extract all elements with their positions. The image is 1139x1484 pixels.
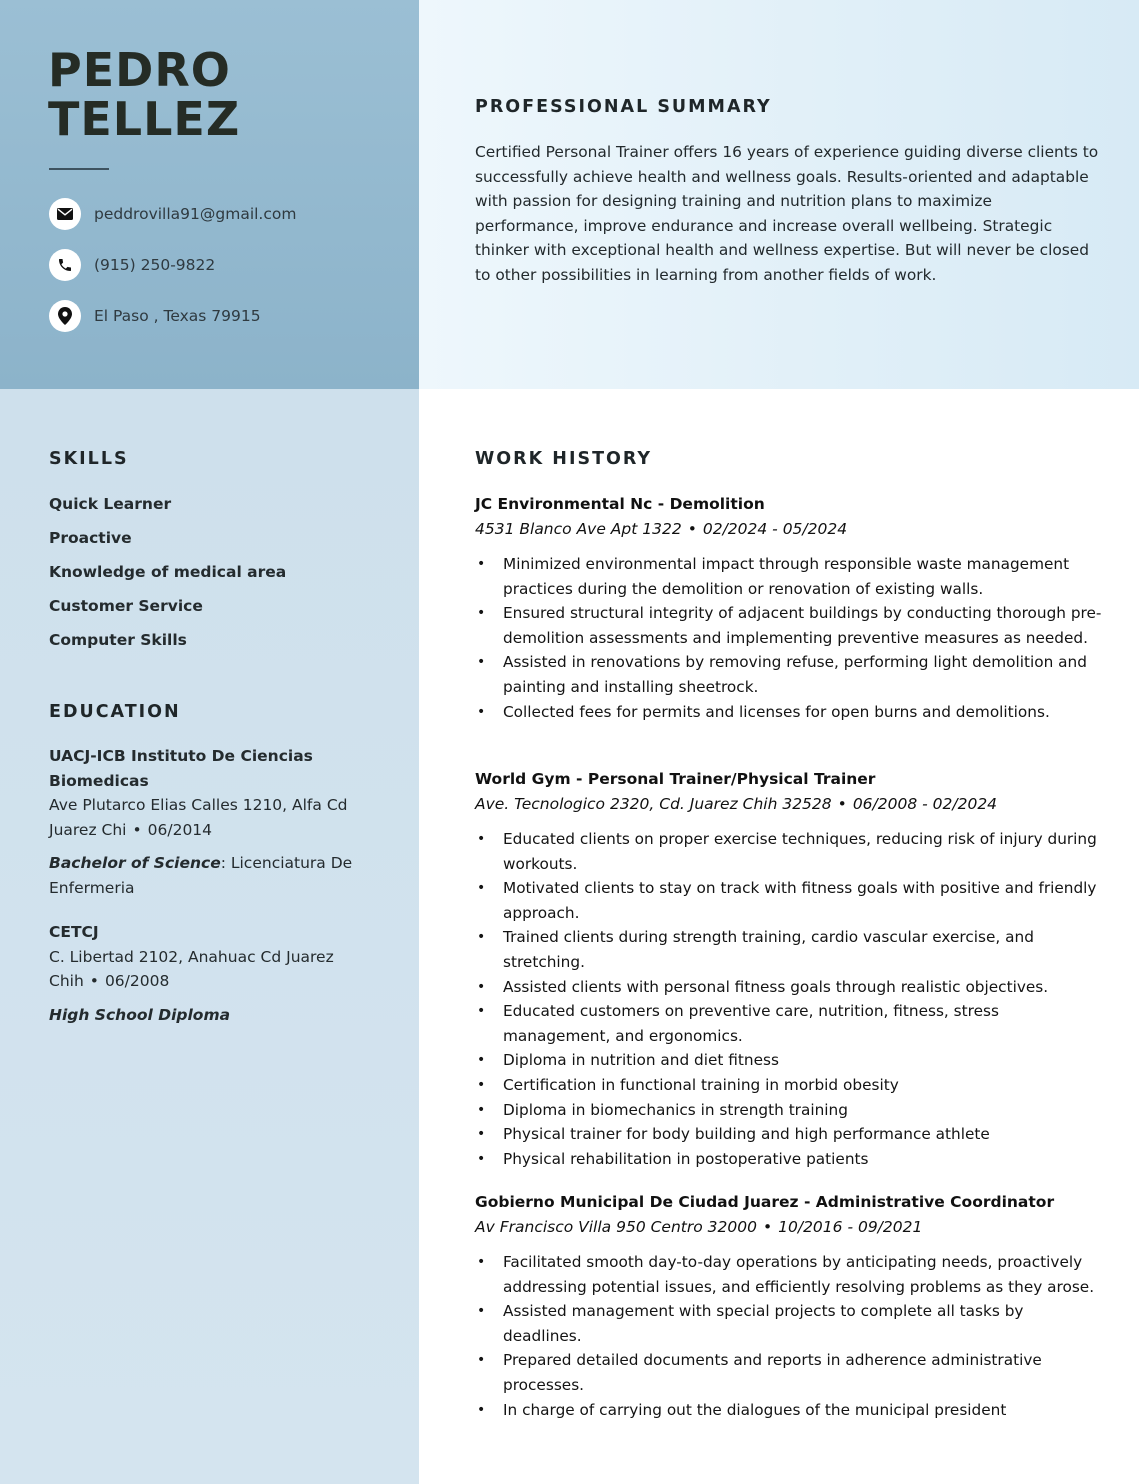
- separator-dot: •: [89, 972, 99, 990]
- location-pin-icon: [49, 300, 81, 332]
- job-meta: [475, 1215, 1105, 1240]
- job-bullet: • Physical rehabilitation in postoperative patients: [475, 1147, 1105, 1172]
- job-title: JC Environmental Nc - Demolition: [475, 495, 765, 513]
- envelope-icon: [49, 198, 81, 230]
- job-bullet: • Collected fees for permits and licenses for open burns and demolitions.: [475, 700, 1105, 725]
- job-bullet: • Motivated clients to stay on track with fitness goals with positive and friendly approach.: [475, 876, 1105, 925]
- job-bullet: • Facilitated smooth day-to-day operations by anticipating needs, proactively addressing potential issues, and efficiently resolving problems as they arose.: [475, 1250, 1105, 1299]
- school-name: UACJ-ICB Instituto De Ciencias Biomedicas: [49, 747, 313, 790]
- job-bullet: • Assisted management with special projects to complete all tasks by deadlines.: [475, 1299, 1105, 1348]
- separator-dot: •: [687, 519, 697, 538]
- job-dates: 10/2016 - 09/2021: [778, 1217, 923, 1236]
- job-entry: [475, 1190, 1105, 1422]
- job-bullet: • Assisted in renovations by removing refuse, performing light demolition and painting and installing sheetrock.: [475, 650, 1105, 699]
- job-bullet: • Educated clients on proper exercise techniques, reducing risk of injury during workouts.: [475, 827, 1105, 876]
- first-name: PEDRO: [48, 43, 231, 97]
- school-name: CETCJ: [49, 923, 99, 941]
- job-bullets: [475, 827, 1105, 1171]
- job-bullet: • Physical trainer for body building and high performance athlete: [475, 1122, 1105, 1147]
- job-dates: 06/2008 - 02/2024: [852, 794, 998, 813]
- skills-list: [49, 491, 286, 661]
- school-address: Ave Plutarco Elias Calles 1210, Alfa Cd Juarez Chi: [49, 796, 348, 839]
- job-meta: [475, 517, 1105, 542]
- degree-name: Bachelor of Science: [49, 854, 221, 872]
- degree-field: : Licenciatura De Enfermeria: [49, 854, 353, 897]
- job-bullet: • Trained clients during strength training, cardio vascular exercise, and stretching.: [475, 925, 1105, 974]
- job-entry: [475, 767, 1105, 1171]
- school-address-line: [49, 945, 389, 994]
- name-divider: [49, 168, 109, 170]
- job-bullet: • Diploma in biomechanics in strength training: [475, 1098, 1105, 1123]
- contact-email: [49, 198, 296, 230]
- job-bullets: [475, 1250, 1105, 1422]
- school-address-line: [49, 793, 389, 842]
- graduation-date: 06/2008: [104, 972, 170, 990]
- job-title: Gobierno Municipal De Ciudad Juarez - Administrative Coordinator: [475, 1193, 1055, 1211]
- job-address: Ave. Tecnologico 2320, Cd. Juarez Chih 32528: [475, 794, 832, 813]
- job-address: Av Francisco Villa 950 Centro 32000: [475, 1217, 757, 1236]
- summary-text: Certified Personal Trainer offers 16 years of experience guiding diverse clients to successfully achieve health and wellness goals. Results-oriented and adaptable with passion for designing training and nutrition plans to maximize performance, improve endurance and increase overall wellbeing. Strategic thinker with exceptional health and wellness expertise. But will never be closed to other possibilities in learning from another fields of work.: [475, 143, 1099, 284]
- candidate-name: [48, 43, 241, 146]
- education-entry: [49, 744, 389, 900]
- job-dates: 02/2024 - 05/2024: [702, 519, 848, 538]
- degree-line: [49, 1003, 389, 1028]
- separator-dot: •: [837, 794, 847, 813]
- summary-heading: PROFESSIONAL SUMMARY: [475, 97, 772, 117]
- job-title: World Gym - Personal Trainer/Physical Trainer: [475, 770, 876, 788]
- phone-icon: [49, 249, 81, 281]
- last-name: TELLEZ: [48, 92, 241, 146]
- degree-name: High School Diploma: [49, 1005, 231, 1024]
- contact-phone: [49, 249, 215, 281]
- separator-dot: •: [132, 820, 142, 839]
- phone-number: (915) 250-9822: [94, 256, 216, 274]
- job-bullet: • Ensured structural integrity of adjacent buildings by conducting thorough pre-demolition assessments and implementing preventive measures as needed.: [475, 601, 1105, 650]
- school-address: C. Libertad 2102, Anahuac Cd Juarez Chih: [49, 947, 334, 990]
- job-entry: [475, 492, 1105, 724]
- skill-item: Computer Skills: [49, 631, 187, 649]
- job-bullet: • Prepared detailed documents and reports in adherence administrative processes.: [475, 1348, 1105, 1397]
- skills-heading: SKILLS: [49, 449, 129, 469]
- email-link[interactable]: peddrovilla91@gmail.com: [94, 205, 297, 223]
- job-address: 4531 Blanco Ave Apt 1322: [475, 519, 682, 538]
- job-bullet: • Assisted clients with personal fitness goals through realistic objectives.: [475, 975, 1105, 1000]
- skill-item: Knowledge of medical area: [49, 563, 287, 581]
- graduation-date: 06/2014: [147, 820, 213, 839]
- job-bullet: • In charge of carrying out the dialogues of the municipal president: [475, 1398, 1105, 1423]
- job-bullets: [475, 552, 1105, 724]
- education-heading: EDUCATION: [49, 702, 181, 722]
- skill-item: Quick Learner: [49, 495, 172, 513]
- location-text: El Paso , Texas 79915: [94, 307, 261, 325]
- education-entry: [49, 920, 389, 1027]
- job-bullet: • Minimized environmental impact through responsible waste management practices during the demolition or renovation of existing walls.: [475, 552, 1105, 601]
- job-bullet: • Educated customers on preventive care, nutrition, fitness, stress management, and ergonomics.: [475, 999, 1105, 1048]
- job-meta: [475, 792, 1105, 817]
- job-bullet: • Certification in functional training in morbid obesity: [475, 1073, 1105, 1098]
- work-history-heading: WORK HISTORY: [475, 449, 653, 469]
- skill-item: Customer Service: [49, 597, 203, 615]
- contact-location: [49, 300, 261, 332]
- separator-dot: •: [762, 1217, 773, 1236]
- degree-line: [49, 851, 389, 900]
- skill-item: Proactive: [49, 529, 132, 547]
- job-bullet: • Diploma in nutrition and diet fitness: [475, 1048, 1105, 1073]
